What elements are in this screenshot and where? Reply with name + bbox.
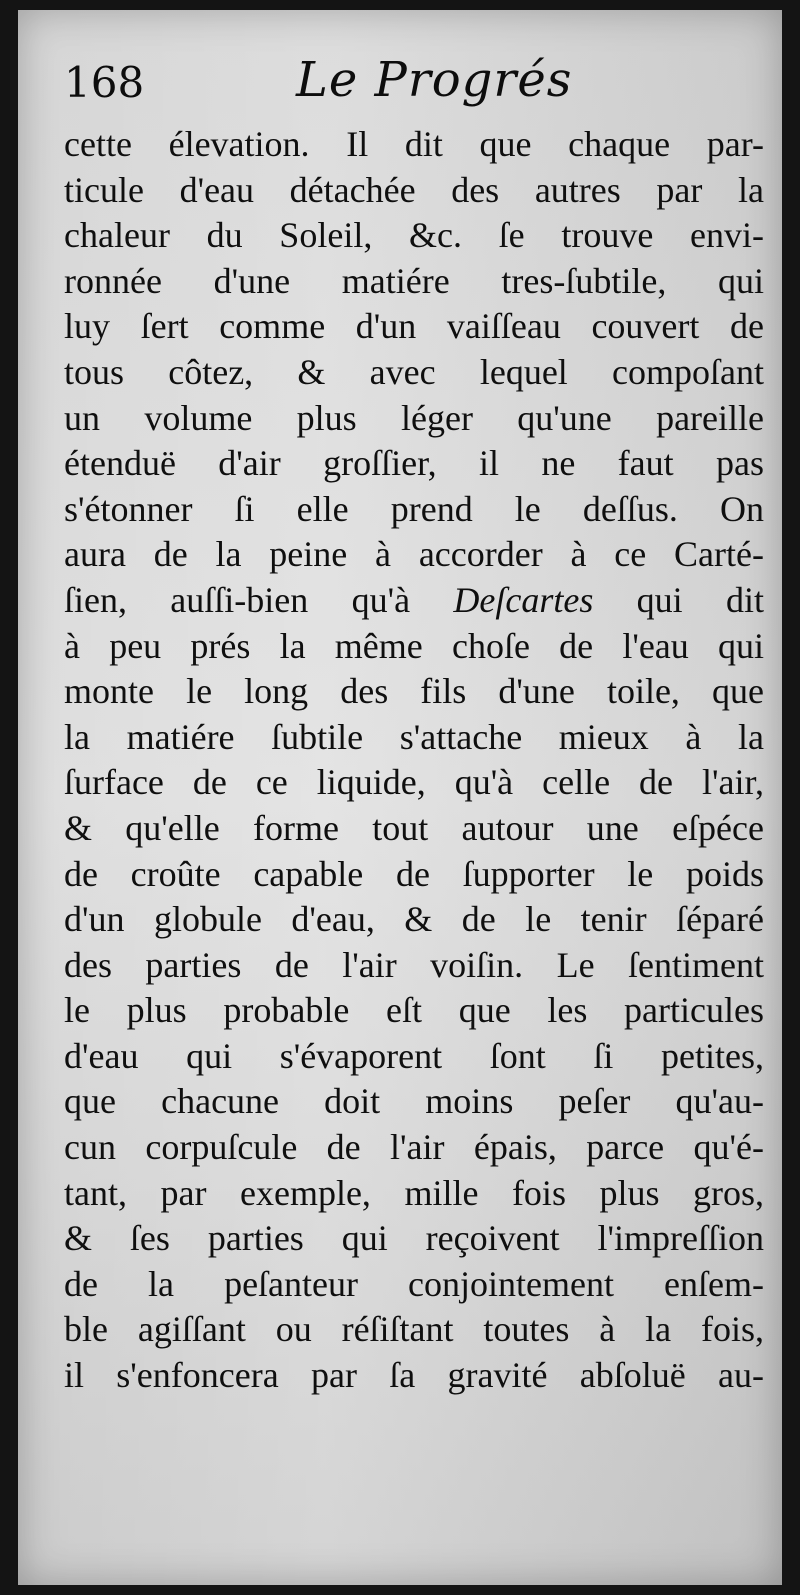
- text-line: que chacune doit moins peſer qu'au-: [64, 1081, 764, 1122]
- text-line: monte le long des fils d'une toile, que: [64, 671, 764, 712]
- running-title: Le Progrés: [296, 52, 573, 108]
- text-line: la matiére ſubtile s'attache mieux à la: [64, 716, 764, 757]
- text-line: ble agiſſant ou réſiſtant toutes à la fois,: [64, 1309, 764, 1350]
- text-line: un volume plus léger qu'une pareille: [64, 397, 764, 438]
- page-header: [64, 48, 764, 118]
- text-line: cette élevation. Il dit que chaque par-: [64, 124, 764, 164]
- text-line: aura de la peine à accorder à ce Carté-: [64, 534, 764, 575]
- text-line: ronnée d'une matiére tres-ſubtile, qui: [64, 260, 764, 301]
- text-line: d'un globule d'eau, & de le tenir ſéparé: [64, 899, 764, 940]
- text-line: ticule d'eau détachée des autres par la: [64, 169, 764, 210]
- text-line: luy ſert comme d'un vaiſſeau couvert de: [64, 306, 764, 347]
- text-line: d'eau qui s'évaporent ſont ſi petites,: [64, 1035, 764, 1076]
- body-text: [64, 122, 764, 1399]
- text-line: cun corpuſcule de l'air épais, parce qu'é-: [64, 1127, 764, 1168]
- text-line: de croûte capable de ſupporter le poids: [64, 853, 764, 894]
- text-line: à peu prés la même choſe de l'eau qui: [64, 625, 764, 666]
- text-line: des parties de l'air voiſin. Le ſentiment: [64, 944, 764, 985]
- text-line: de la peſanteur conjointement enſem-: [64, 1263, 764, 1304]
- text-line: étenduë d'air groſſier, il ne faut pas: [64, 443, 764, 484]
- book-page: [18, 10, 782, 1585]
- text-line: ſurface de ce liquide, qu'à celle de l'air,: [64, 762, 764, 803]
- text-line: il s'enfoncera par ſa gravité abſoluë au-: [64, 1355, 764, 1396]
- text-line-with-italic-name: ſien, auſſi-bien qu'à Deſcartes qui dit: [64, 579, 764, 620]
- text-line: tant, par exemple, mille fois plus gros,: [64, 1172, 764, 1213]
- text-line: & qu'elle forme tout autour une eſpéce: [64, 807, 764, 848]
- text-line: le plus probable eſt que les particules: [64, 990, 764, 1031]
- text-line: chaleur du Soleil, &c. ſe trouve envi-: [64, 215, 764, 256]
- page-number: 168: [64, 58, 145, 107]
- text-line: & ſes parties qui reçoivent l'impreſſion: [64, 1218, 764, 1259]
- italic-proper-name: Deſcartes: [453, 579, 594, 620]
- text-line: s'étonner ſi elle prend le deſſus. On: [64, 488, 764, 529]
- text-line: tous côtez, & avec lequel compoſant: [64, 351, 764, 392]
